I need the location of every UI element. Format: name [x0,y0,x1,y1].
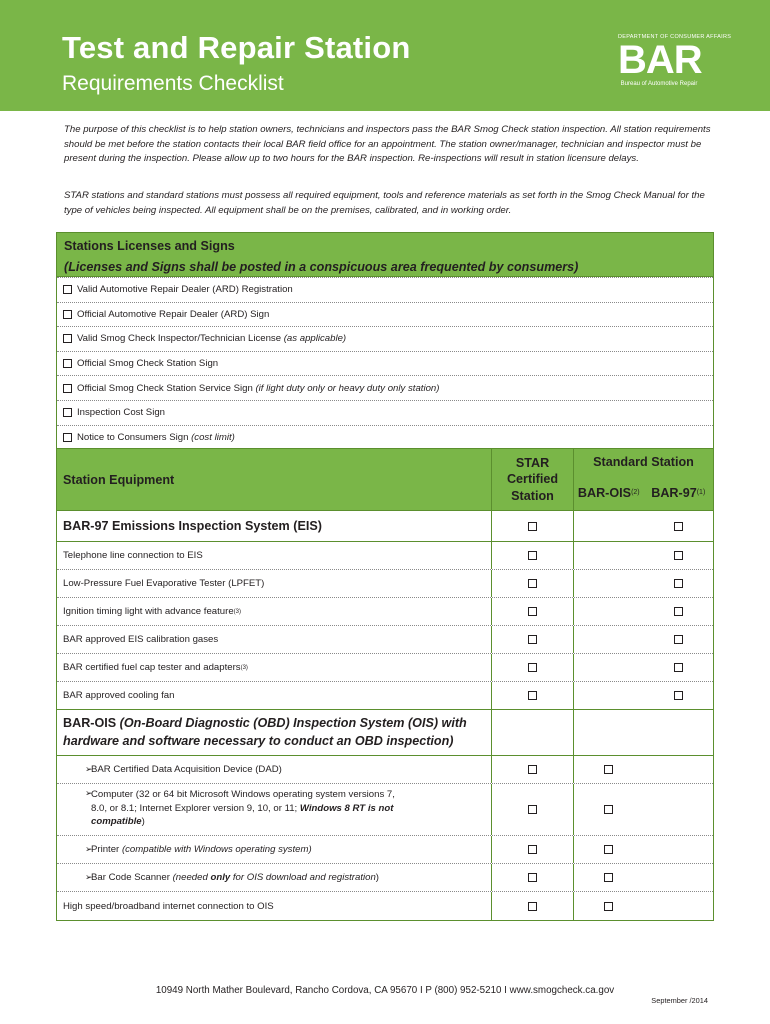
checkbox[interactable] [528,902,537,911]
equipment-item-label: BAR Certified Data Acquisition Device (DAD) [91,764,282,775]
logo-mark: BAR [618,38,702,82]
checkbox[interactable] [604,902,613,911]
table-row [57,864,713,892]
checkbox[interactable] [604,765,613,774]
license-item-label: Notice to Consumers Sign [77,431,192,443]
checkbox[interactable] [528,873,537,882]
license-item [57,302,713,327]
page-subtitle: Requirements Checklist [62,72,284,95]
footer-address: 10949 North Mather Boulevard, Rancho Cordova, CA 95670 I P (800) 952-5210 I www.smogcheck.ca.gov [155,985,615,996]
bullet-arrow-icon: ➢ [85,764,93,774]
license-item-label: Valid Automotive Repair Dealer (ARD) Registration [77,284,293,296]
checkbox[interactable] [63,359,72,368]
licenses-subheading: (Licenses and Signs shall be posted in a conspicuous area frequented by consumers) [64,260,579,274]
footnote-ref: (3) [233,608,241,615]
checkbox[interactable] [674,551,683,560]
checkbox[interactable] [528,635,537,644]
table-row [57,542,713,570]
license-item-label: Official Automotive Repair Dealer (ARD) Sign [77,308,270,320]
table-row [57,784,713,836]
bullet-arrow-icon: ➢ [85,788,93,798]
equipment-header [57,448,713,511]
equipment-item-label: Ignition timing light with advance feature [63,606,234,617]
intro-paragraph-1: The purpose of this checklist is to help station owners, technicians and inspectors pass the BAR Smog Check station inspection. All station requirements should be met before the station contacts their local BAR field office for an appointment. The station owner/manager, technician and inspector must be present during the inspection. Please allow up to two hours for the BAR inspection. Re-inspections will result in station licensure delays. [64,124,711,165]
equipment-item-label: Computer (32 or 64 bit Microsoft Windows operating system versions 7, 8.0, or 8.1; Internet Explorer version 9, 10, or 11; Windows 8 RT is not compatible) [91,789,395,827]
checkbox[interactable] [528,579,537,588]
equipment-item-label: Printer [91,844,122,855]
license-item-note: (if light duty only or heavy duty only station) [255,382,440,394]
checkbox[interactable] [528,551,537,560]
license-item [57,400,713,425]
bar-logo [618,34,732,90]
checkbox[interactable] [528,607,537,616]
page-title: Test and Repair Station [62,30,411,65]
equipment-item-label: Low-Pressure Fuel Evaporative Tester (LPFET) [63,578,265,589]
checkbox[interactable] [674,663,683,672]
equipment-heading: Station Equipment [57,449,492,510]
checkbox[interactable] [528,765,537,774]
equipment-section [56,448,714,921]
checkbox[interactable] [674,635,683,644]
checkbox[interactable] [63,384,72,393]
license-item-note: (as applicable) [283,333,347,345]
bullet-arrow-icon: ➢ [85,872,93,882]
checkbox[interactable] [63,433,72,442]
checkbox[interactable] [674,691,683,700]
table-row [57,570,713,598]
licenses-section [56,232,714,450]
logo-department: DEPARTMENT OF CONSUMER AFFAIRS [618,34,732,40]
checkbox[interactable] [528,663,537,672]
checkbox[interactable] [63,408,72,417]
checkbox[interactable] [674,607,683,616]
equipment-item-label: High speed/broadband internet connection to OIS [63,900,274,912]
eis-heading-row [57,511,713,542]
ois-heading-row [57,710,713,756]
table-row [57,598,713,626]
checkbox[interactable] [63,285,72,294]
checkbox[interactable] [528,845,537,854]
table-row [57,654,713,682]
license-item-note: (cost limit) [191,431,235,443]
table-row [57,756,713,784]
intro-paragraph-2: STAR stations and standard stations must possess all required equipment, tools and reference materials as set forth in the Smog Check Manual for the type of vehicles being inspected. All equipment shall be on the premises, calibrated, and in working order. [64,190,705,216]
bar-97-heading: BAR-97 (1) [651,485,706,500]
footnote-ref: (3) [240,664,248,671]
license-item [57,326,713,351]
checkbox[interactable] [528,805,537,814]
checkbox[interactable] [528,522,537,531]
equipment-item-label: Telephone line connection to EIS [63,550,203,561]
bar-ois-heading: BAR-OIS (2) [577,485,640,500]
equipment-item-label: BAR approved cooling fan [63,690,175,701]
checkbox[interactable] [674,579,683,588]
license-item [57,375,713,400]
license-item [57,351,713,376]
checkbox[interactable] [604,845,613,854]
equipment-item-label: Bar Code Scanner (needed only for OIS download and registration) [91,872,379,883]
checkbox[interactable] [63,334,72,343]
license-item-label: Official Smog Check Station Service Sign [77,382,256,394]
checkbox[interactable] [63,310,72,319]
header-banner [0,0,770,111]
checkbox[interactable] [674,522,683,531]
standard-station-header [574,449,713,510]
bullet-arrow-icon: ➢ [85,844,93,854]
license-item-label: Official Smog Check Station Sign [77,358,219,370]
licenses-header [57,233,713,277]
license-item-label: Inspection Cost Sign [77,407,165,419]
checkbox[interactable] [528,691,537,700]
equipment-item-label: BAR certified fuel cap tester and adapters [63,662,241,673]
footer-date: September /2014 [651,996,708,1005]
license-item [57,425,713,450]
table-row: ➢ Printer (compatible with Windows operating system) [57,836,713,864]
checkbox[interactable] [604,805,613,814]
license-item [57,277,713,302]
eis-heading: BAR-97 Emissions Inspection System (EIS) [57,511,492,541]
equipment-item-label: BAR approved EIS calibration gases [63,634,219,645]
standard-heading: Standard Station [593,455,694,469]
table-row [57,626,713,654]
license-item-label: Valid Smog Check Inspector/Technician License [77,333,284,345]
star-heading: STAR Certified Station [492,449,574,510]
checkbox[interactable] [604,873,613,882]
logo-bureau: Bureau of Automotive Repair [620,81,698,87]
table-row [57,892,713,920]
licenses-heading: Stations Licenses and Signs [64,239,235,253]
table-row [57,682,713,710]
ois-heading: BAR-OIS (On-Board Diagnostic (OBD) Inspection System (OIS) with hardware and software necessary to conduct an OBD inspection) [57,710,492,755]
